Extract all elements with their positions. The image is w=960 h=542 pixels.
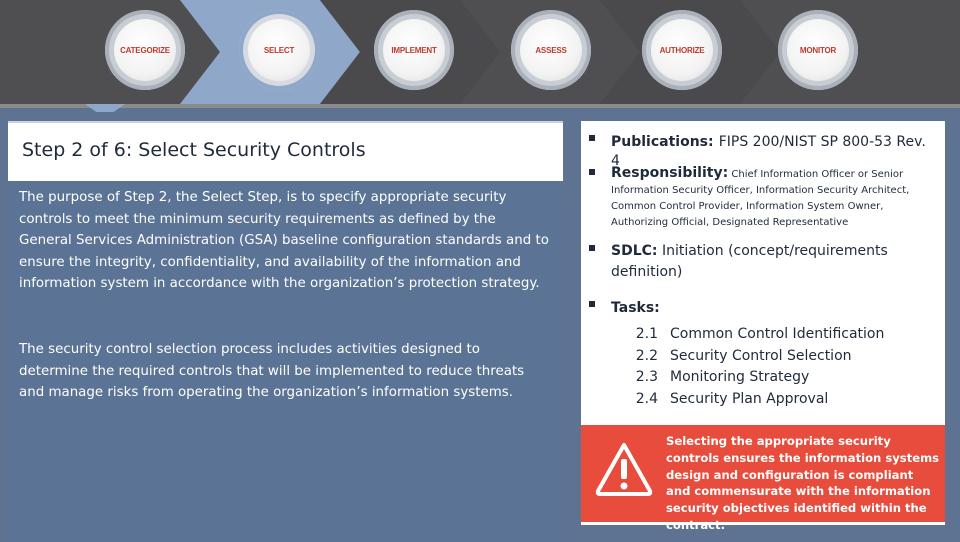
task-name: Common Control Identification [670,326,885,342]
step-disc [787,19,849,81]
bullet-square-icon [589,245,595,251]
publications-value: FIPS 200/NIST SP 800-53 Rev. 4 [611,134,926,169]
step-label: SELECT [263,45,295,55]
list-item [626,367,926,389]
step-disc [383,19,445,81]
bullet-square-icon [589,301,595,307]
step-disc [651,19,713,81]
selection-paragraph: The security control selection process includes activities designed to determine the required controls that will be implemented to reduce threats and manage risks from operating the organization’s information systems. [19,342,525,401]
sdlc-label: SDLC: [611,243,658,259]
responsibility-bullet [589,165,939,231]
bullet-square-icon [589,135,595,141]
list-item [626,324,926,346]
step-label: CATEGORIZE [120,45,170,55]
task-list [626,324,926,411]
responsibility-label: Responsibility: [611,165,729,181]
list-item [626,346,926,368]
step-disc [248,19,310,81]
step-implement [374,10,454,90]
list-item [626,389,926,411]
sdlc-value: Initiation (concept/requirements definition) [611,243,888,280]
step-label: AUTHORIZE [659,45,705,55]
task-name: Monitoring Strategy [670,369,810,386]
task-name: Security Control Selection [670,347,852,364]
step-select [239,10,319,90]
step-categorize [105,10,185,90]
task-number: 2.2 [635,347,658,364]
panel-header [8,123,563,181]
step-label: IMPLEMENT [391,45,437,55]
tasks-bullet [589,297,939,316]
warning-triangle-icon [594,441,654,497]
publications-bullet [589,131,939,169]
task-number: 2.1 [635,326,658,342]
tasks-label: Tasks: [611,300,660,316]
task-name: Security Plan Approval [670,391,829,408]
warning-text: Selecting the appropriate security controls ensures the information systems design and configuration is compliant and commensurate with the information security objectives identified within the contract. [666,434,940,532]
step-label: MONITOR [799,45,837,55]
task-number: 2.3 [635,369,658,386]
publications-label: Publications: [611,134,714,150]
bullet-square-icon [589,169,595,175]
purpose-paragraph: The purpose of Step 2, the Select Step, is to specify appropriate security controls to meet the minimum security requirements as defined by the General Services Administration (GSA) baseline configuration standards and to ensure the integrity, confidentiality, and availability of the information and information system in accordance with the organization’s protection strategy. [19,190,549,292]
step-assess [511,10,591,90]
step-authorize [642,10,722,90]
step-label: ASSESS [535,45,567,55]
step-disc [520,19,582,81]
step-disc [114,19,176,81]
step-monitor [778,10,858,90]
description-panel [8,121,563,542]
page-title: Step 2 of 6: Select Security Controls [22,139,366,161]
task-number: 2.4 [635,391,658,408]
sdlc-bullet [589,241,939,283]
responsibility-value: Chief Information Officer or Senior Information Security Officer, Information Security Architect, Common Control Provider, Information System Owner, Authorizing Official, Designated Representative [611,169,910,228]
warning-callout [581,425,945,532]
